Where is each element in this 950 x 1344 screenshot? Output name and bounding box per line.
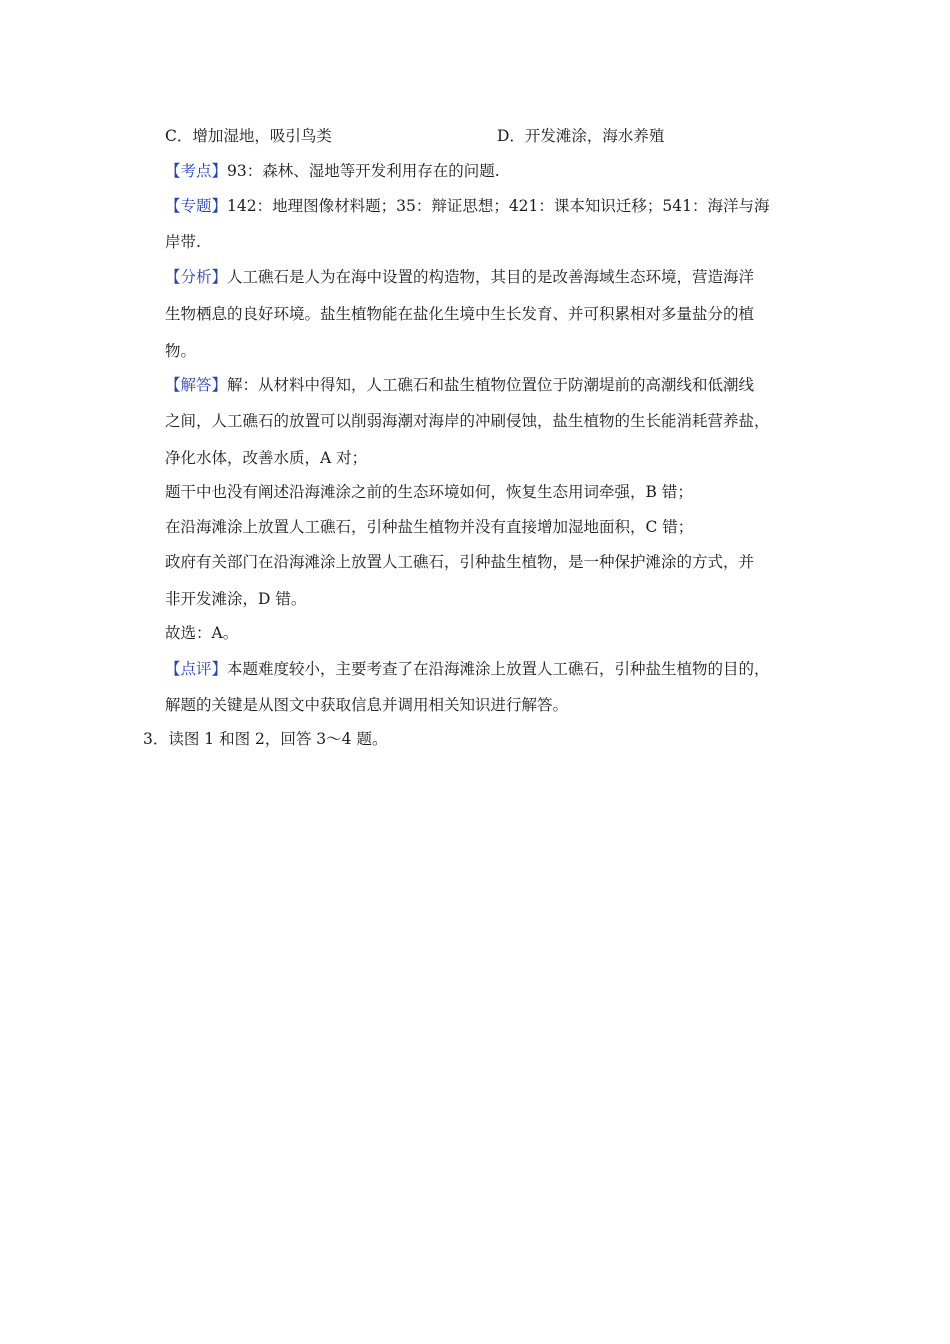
jieda-text-1: 解：从材料中得知，人工礁石和盐生植物位置位于防潮堤前的高潮线和低潮线 xyxy=(227,376,755,394)
dianping-text-1: 本题难度较小，主要考查了在沿海滩涂上放置人工礁石，引种盐生植物的目的， xyxy=(227,660,770,678)
option-d: D．开发滩涂，海水养殖 xyxy=(497,127,665,145)
kaodian-line xyxy=(165,161,500,181)
next-question: 3．读图 1 和图 2，回答 3～4 题。 xyxy=(143,730,388,748)
zhuanti-text-1: 142：地理图像材料题；35：辩证思想；421：课本知识迁移；541：海洋与海 xyxy=(227,197,770,215)
jieda-line-3: 净化水体，改善水质，A 对； xyxy=(165,449,368,467)
jieda-line-2: 之间，人工礁石的放置可以削弱海潮对海岸的冲刷侵蚀，盐生植物的生长能消耗营养盐， xyxy=(165,412,770,430)
fenxi-tag: 【分析】 xyxy=(165,268,228,286)
jieda-line-6: 政府有关部门在沿海滩涂上放置人工礁石，引种盐生植物，是一种保护滩涂的方式，并 xyxy=(165,553,755,571)
zhuanti-tag: 【专题】 xyxy=(165,197,228,215)
fenxi-line-3: 物。 xyxy=(165,342,197,360)
jieda-tag: 【解答】 xyxy=(165,376,228,394)
jieda-line-4: 题干中也没有阐述沿海滩涂之前的生态环境如何，恢复生态用词牵强，B 错； xyxy=(165,483,693,501)
jieda-line-8: 故选：A。 xyxy=(165,624,239,642)
fenxi-text-1: 人工礁石是人为在海中设置的构造物，其目的是改善海域生态环境，营造海洋 xyxy=(227,268,755,286)
jieda-line-5: 在沿海滩涂上放置人工礁石，引种盐生植物并没有直接增加湿地面积，C 错； xyxy=(165,518,694,536)
kaodian-text: 93：森林、湿地等开发利用存在的问题. xyxy=(227,162,500,180)
fenxi-line-1 xyxy=(165,267,754,287)
dianping-line-2: 解题的关键是从图文中获取信息并调用相关知识进行解答。 xyxy=(165,696,569,714)
zhuanti-line-1 xyxy=(165,196,770,216)
dianping-line-1 xyxy=(165,659,770,679)
fenxi-line-2: 生物栖息的良好环境。盐生植物能在盐化生境中生长发育、并可积累相对多量盐分的植 xyxy=(165,305,755,323)
jieda-line-7: 非开发滩涂，D 错。 xyxy=(165,590,307,608)
option-c: C．增加湿地，吸引鸟类 xyxy=(165,127,332,145)
jieda-line-1 xyxy=(165,375,754,395)
kaodian-tag: 【考点】 xyxy=(165,162,228,180)
zhuanti-line-2: 岸带. xyxy=(165,233,201,251)
dianping-tag: 【点评】 xyxy=(165,660,228,678)
